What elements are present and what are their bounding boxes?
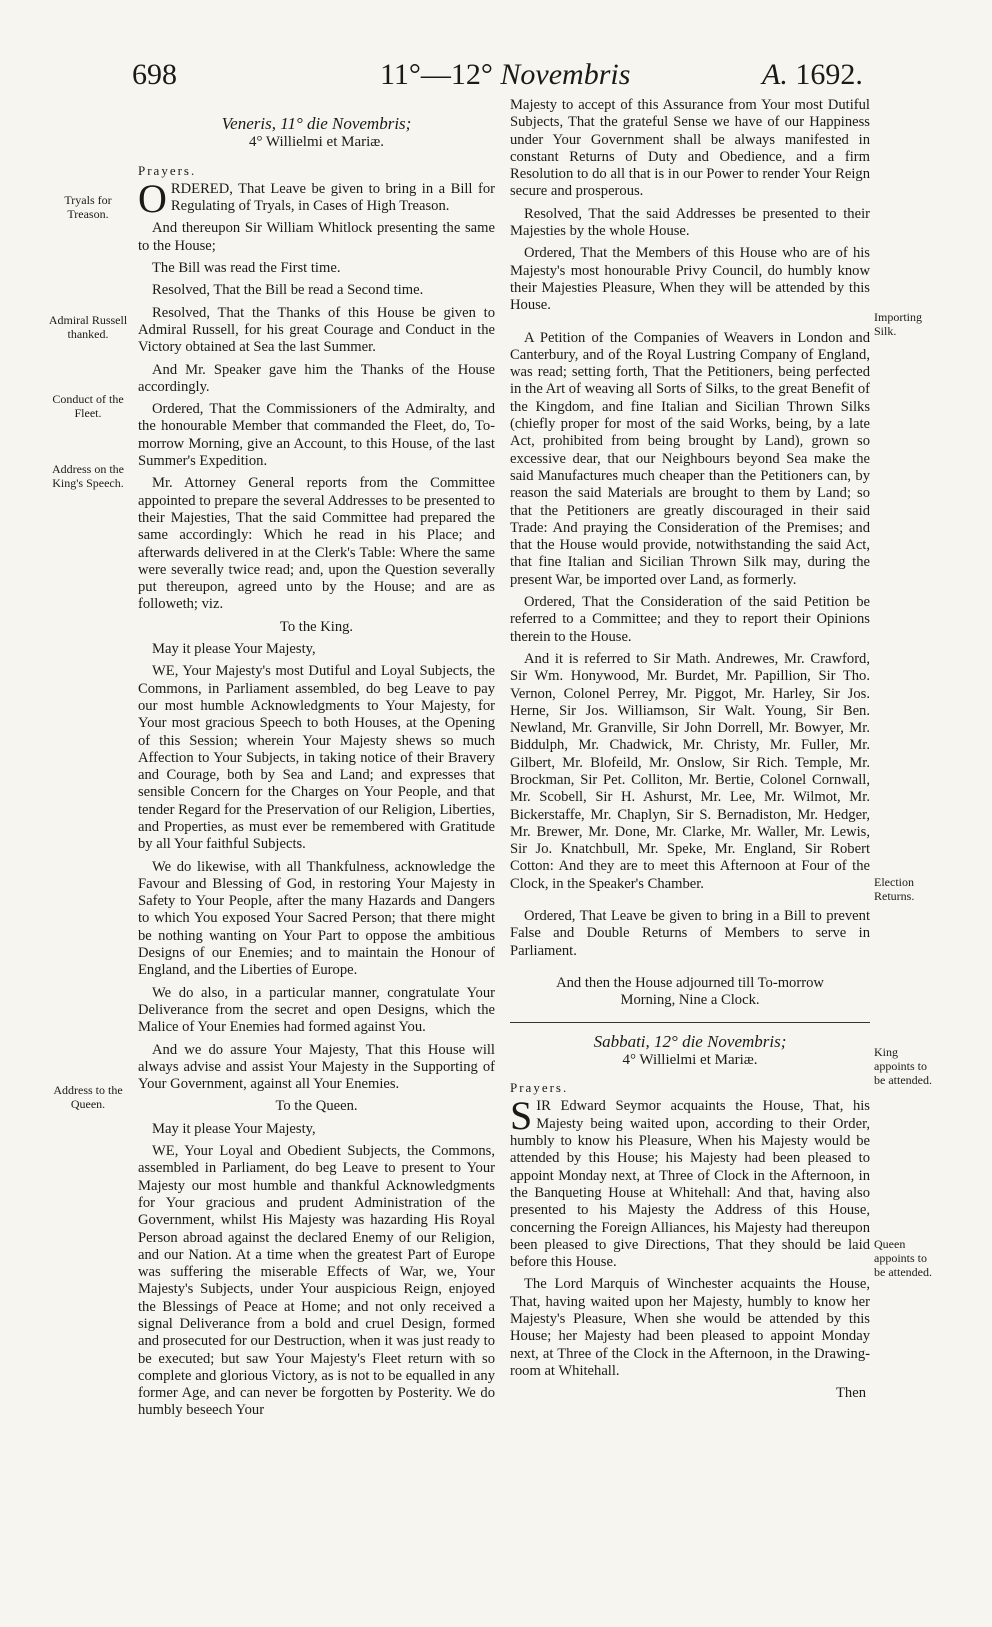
day-heading: Veneris, 11° die Novembris; — [221, 114, 412, 133]
drop-cap: O — [138, 175, 167, 221]
paragraph: Resolved, That the Bill be read a Second time. — [152, 282, 424, 299]
margin-note: Address to the Queen. — [53, 1083, 123, 1111]
margin-note: Address on the King's Speech. — [52, 462, 124, 490]
running-header — [0, 58, 992, 98]
margin-note: Admiral Russell thanked. — [48, 313, 128, 341]
spacer — [510, 320, 870, 330]
paragraph: A Petition of the Companies of Weavers in London and Canterbury, and of the Royal Lustring Company of England, was read; setting forth, That the Petitioners, being perfected in the Art of weaving all Sorts of Silks, to the great Benefit of the Kingdom, and fine Italian and Sicilian Thrown Silks (chiefly proper for most of the said Works, being, by a late Act, prohibited from being brought by Land), grown so excessive dear, that our Neighbours beyond Sea make the said Manufactures much cheaper than the Petitioners can, by reason the said Materials are brought to them by Land; so that the Petitioners are greatly discouraged in their said Trade: And praying the Consideration of the Premises; and that the House would provide, notwithstanding the said Act, that fine Italian and Sicilian Thrown Silk may, during the present War, be imported over Land, as formerly. — [510, 329, 870, 588]
header-dates — [380, 58, 630, 92]
paragraph: We do also, in a particular manner, congratulate Your Deliverance from the secret and open Designs, which the Malice of Your Enemies had formed against You. — [138, 984, 495, 1036]
address-heading: To the Queen. — [275, 1098, 358, 1115]
paragraph: WE, Your Majesty's most Dutiful and Loyal Subjects, the Commons, in Parliament assembled, do beg Leave to pay our most humble Acknowledgments to Your Majesty, for Your most gracious Speech to both Houses, at the Opening of this Session; wherein Your Majesty shews so much Affection to Your Subjects, in taking notice of their Bravery and Courage, both by Sea and Land; and expresses that sensible Concern for the Charges on Your People, and that tender Regard for the Preservation of our Religion, Liberties, and Properties, as must ever be remembered with Gratitude by all Your faithful Subjects. — [138, 663, 495, 853]
section-rule — [510, 1022, 870, 1023]
paragraph: WE, Your Loyal and Obedient Subjects, the Commons, assembled in Parliament, do beg Leave to present to Your Majesty our most humble and thankful Acknowledgments for Your gracious and prudent Administration of the Government, whilst His Majesty was hazarding His Royal Person abroad against the declared Enemy of our Religion, and our Nation. At a time when the greatest Part of Europe was suffering the miserable Effects of War, we, Your Majesty's Subjects, under Your auspicious Reign, enjoyed the Blessings of Peace at Home; and not only received a signal Deliverance from a bold and cruel Design, formed and prosecuted for our Destruction, when it was just ready to be executed; but saw Your Majesty's Fleet return with so complete and glorious Victory, as is not to be equalled in any former Age, and can never be forgotten by Posterity. We do humbly beseech Your — [138, 1143, 495, 1419]
spacer — [510, 965, 870, 975]
spacer — [510, 898, 870, 908]
header-month: Novembris — [500, 58, 631, 91]
paragraph: Ordered, That the Commissioners of the Admiralty, and the honourable Member that commanded the Fleet, do, To-morrow Morning, give an Account, to this House, of the last Summer's Expedition. — [138, 401, 495, 470]
address-heading: To the King. — [279, 618, 354, 635]
paragraph-text: RDERED, That Leave be given to bring in a Bill for Regulating of Tryals, in Cases of High Treason. — [170, 180, 495, 215]
paragraph: Ordered, That the Consideration of the said Petition be referred to a Committee; and they to report their Opinions therein to the House. — [510, 594, 870, 645]
paragraph: Ordered, That Leave be given to bring in a Bill to prevent False and Double Returns of Members to serve in Parliament. — [510, 908, 870, 959]
paragraph: Resolved, That the Thanks of this House be given to Admiral Russell, for his great Courage and Conduct in the Victory obtained at Sea the last Summer. — [138, 304, 495, 356]
adjournment: And then the House adjourned till To-morrow Morning, Nine a Clock. — [556, 974, 824, 1009]
day-heading: Sabbati, 12° die Novembris; — [593, 1031, 787, 1051]
margin-note: Conduct of the Fleet. — [52, 392, 124, 420]
paragraph: And it is referred to Sir Math. Andrewes, Mr. Crawford, Sir Wm. Honywood, Mr. Burdet, Mr. Papillion, Sir Tho. Vernon, Colonel Perrey, Mr. Piggot, Mr. Harley, Sir Jos. Herne, Sir Jos. Williamson, Sir Walt. Young, Sir Ben. Newland, Mr. Granville, Sir John Dorrell, Mr. Bowyer, Mr. Biddulph, Mr. Chadwick, Mr. Christy, Mr. Fuller, Mr. Gilbert, Mr. Blofeild, Mr. Onslow, Sir Rich. Temple, Mr. Brockman, Sir Pet. Colliton, Mr. Bertie, Colonel Cornwall, Mr. Scobell, Sir H. Ashurst, Mr. Lee, Mr. Wilmot, Mr. Bickerstaffe, Mr. Chaplyn, Sir S. Bernadiston, Mr. Hedger, Mr. Brewer, Mr. Done, Mr. Clarke, Mr. Waller, Mr. Lewis, Sir Jo. Knatchbull, Mr. Speke, Mr. England, Sir Robert Cotton: And they are to meet this Afternoon at Four of the Clock, in the Speaker's Chamber. — [510, 650, 870, 892]
prayers-label: Prayers. — [138, 162, 197, 178]
page-number: 698 — [132, 58, 177, 91]
paragraph: And Mr. Speaker gave him the Thanks of the House accordingly. — [138, 361, 495, 395]
paragraph: The Bill was read the First time. — [152, 260, 341, 277]
day-reign: 4° Willielmi et Mariæ. — [622, 1051, 758, 1068]
paragraph-text: IR Edward Seymor acquaints the House, That, his Majesty being waited upon, according to their Order, humbly to know his Pleasure, When his Majesty would be attended by this House; his Majesty had been pleased to appoint Monday next, at Three of Clock in the Afternoon, in the Banqueting House at Whitehall: And that, having also presented to his Majesty the Address of this House, concerning the Foreign Alliances, his Majesty had thereupon been pleased to give Directions, That they should be laid before this House. — [510, 1098, 870, 1271]
margin-note: Tryals for Treason. — [64, 193, 112, 221]
header-year-prefix: A. — [762, 58, 788, 91]
salutation: May it please Your Majesty, — [152, 1120, 316, 1137]
drop-cap: S — [510, 1093, 533, 1139]
paragraph: And thereupon Sir William Whitlock presenting the same to the House; — [138, 220, 495, 254]
paragraph: And we do assure Your Majesty, That this House will always advise and assist Your Majesty in the Supporting of Your Government, against all Your Enemies. — [138, 1041, 495, 1093]
paragraph — [138, 175, 495, 221]
margin-note: Queen appoints to be attended. — [874, 1237, 932, 1279]
paragraph: Majesty to accept of this Assurance from Your most Dutiful Subjects, That the grateful Sense we have of our Happiness under Your Government shall be always manifested in constant Returns of Duty and Obedience, and a firm Resolution to do all that is in our Power to render Your Reign secure and prosperous. — [510, 97, 870, 200]
left-column — [138, 97, 495, 1425]
paragraph: Ordered, That the Members of this House who are of his Majesty's most honourable Privy Council, do humbly know their Majesties Pleasure, When they will be attended by this House. — [510, 245, 870, 314]
header-year-value: 1692. — [795, 58, 863, 91]
margin-note: Election Returns. — [874, 875, 915, 903]
catchword: Then — [836, 1385, 866, 1402]
header-year — [762, 58, 863, 92]
margin-note: Importing Silk. — [874, 310, 922, 338]
paragraph: The Lord Marquis of Winchester acquaints the House, That, having waited upon her Majesty, humbly to know her Majesty's Pleasure, When she would be attended by this House; her Majesty had been pleased to appoint Monday next, at Three of the Clock in the Afternoon, in the Drawing-room at Whitehall. — [510, 1276, 870, 1379]
day-reign: 4° Willielmi et Mariæ. — [248, 134, 385, 151]
paragraph: Mr. Attorney General reports from the Committee appointed to prepare the several Addresses to be presented to their Majesties, That the said Committee had prepared the same accordingly: Which he read in his Place; and afterwards delivered in at the Clerk's Table: Where the same were severally twice read; and, upon the Question severally put thereupon, agreed unto by the House; and are as followeth; viz. — [138, 475, 495, 613]
margin-note: King appoints to be attended. — [874, 1045, 932, 1087]
header-dates-range: 11°—12° — [380, 58, 493, 91]
right-column — [510, 97, 870, 1407]
paragraph — [510, 1093, 870, 1271]
paragraph: Resolved, That the said Addresses be presented to their Majesties by the whole House. — [510, 205, 870, 240]
paragraph: We do likewise, with all Thankfulness, acknowledge the Favour and Blessing of God, in restoring Your Majesty in Safety to Your People, after the many Hazards and Dangers to which You exposed Your Sacred Person; that there might be nothing wanting on Your Part to oppose the ambitious Designs of our Enemies; and to maintain the Honour of England, and the Liberties of Europe. — [138, 858, 495, 979]
salutation: May it please Your Majesty, — [152, 641, 316, 658]
prayers-label: Prayers. — [510, 1080, 569, 1096]
